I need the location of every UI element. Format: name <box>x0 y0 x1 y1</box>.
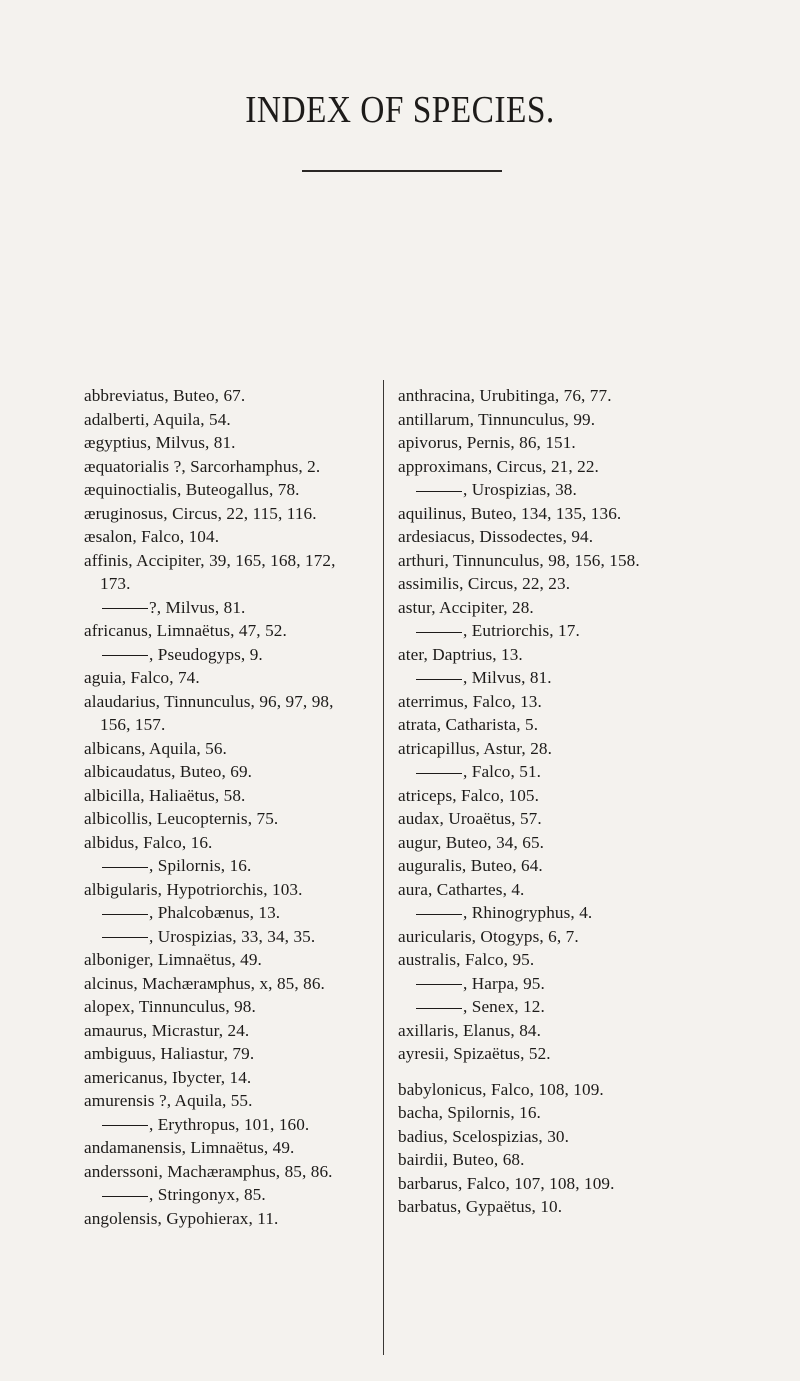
index-entry-text: abbreviatus, Buteo, 67. <box>84 386 246 405</box>
index-entry-text: albigularis, Hypotriorchis, 103. <box>84 879 303 899</box>
index-entry-text: , Falco, 51. <box>463 762 542 781</box>
index-entry <box>398 1101 778 1125</box>
index-entry <box>398 572 778 596</box>
index-entry <box>84 854 380 878</box>
index-entry <box>84 666 380 690</box>
index-entry <box>398 502 778 526</box>
index-entry <box>84 1160 380 1184</box>
index-entry <box>84 596 380 620</box>
index-entry <box>84 1207 380 1231</box>
index-entry-text: , Phalcobænus, 13. <box>149 903 281 922</box>
index-entry-text: babylonicus, Falco, 108, 109. <box>398 1079 604 1099</box>
index-entry-text: , Senex, 12. <box>463 997 545 1016</box>
index-column-right <box>398 384 778 1219</box>
index-entry <box>398 408 778 432</box>
title-rule <box>302 170 502 172</box>
index-entry-text: auguralis, Buteo, 64. <box>398 856 543 875</box>
ditto-dash <box>416 632 462 633</box>
index-entry <box>84 619 380 643</box>
index-entry-text: aterrimus, Falco, 13. <box>398 691 542 711</box>
index-entry <box>398 1125 778 1149</box>
index-entry <box>398 831 778 855</box>
index-entry-text: ater, Daptrius, 13. <box>398 644 523 664</box>
ditto-dash <box>416 491 462 492</box>
index-entry-text: alopex, Tinnunculus, 98. <box>84 997 256 1016</box>
index-entry-text: albicans, Aquila, 56. <box>84 738 227 758</box>
index-entry <box>84 502 380 526</box>
index-entry <box>398 1148 778 1172</box>
ditto-dash <box>102 608 148 609</box>
index-entry <box>398 666 778 690</box>
index-entry-text: anthracina, Urubitinga, 76, 77. <box>398 386 612 405</box>
ditto-dash <box>416 1008 462 1009</box>
index-entry-text: alcinus, Machærамphus, x, 85, 86. <box>84 973 325 993</box>
index-entry-text: ?, Milvus, 81. <box>149 597 246 617</box>
page-title: INDEX OF SPECIES. <box>245 89 555 131</box>
index-entry <box>398 1078 778 1102</box>
index-entry <box>398 878 778 902</box>
index-entry <box>398 807 778 831</box>
index-entry <box>84 713 380 737</box>
index-entry <box>398 1195 778 1219</box>
ditto-dash <box>102 937 148 938</box>
index-entry <box>398 643 778 667</box>
index-entry <box>84 478 380 502</box>
index-entry <box>398 972 778 996</box>
index-entry <box>398 549 778 573</box>
index-entry-text: atricapillus, Astur, 28. <box>398 738 552 758</box>
index-entry-text: atriceps, Falco, 105. <box>398 785 539 805</box>
index-entry-text: arthuri, Tinnunculus, 98, 156, 158. <box>398 550 640 570</box>
index-entry <box>84 784 380 808</box>
ditto-dash <box>416 984 462 985</box>
index-entry-text: , Milvus, 81. <box>463 668 552 687</box>
index-entry <box>84 1042 380 1066</box>
index-entry-text: audax, Uroaëtus, 57. <box>398 809 542 828</box>
index-entry-text: , Rhinogryphus, 4. <box>463 903 593 922</box>
index-entry <box>84 737 380 761</box>
index-entry-text: aguia, Falco, 74. <box>84 668 200 687</box>
index-entry-text: barbatus, Gypaëtus, 10. <box>398 1197 563 1216</box>
index-entry-text: ayresii, Spizaëtus, 52. <box>398 1044 551 1063</box>
index-entry-text: badius, Scelospizias, 30. <box>398 1126 570 1146</box>
index-entry <box>84 995 380 1019</box>
index-entry <box>84 901 380 925</box>
index-entry-text: astur, Accipiter, 28. <box>398 597 534 617</box>
index-entry <box>398 1042 778 1066</box>
index-entry-text: amurensis ?, Aquila, 55. <box>84 1091 253 1110</box>
index-entry <box>398 596 778 620</box>
index-entry-text: ardesiacus, Dissodectes, 94. <box>398 527 594 546</box>
index-entry <box>398 948 778 972</box>
ditto-dash <box>416 773 462 774</box>
index-entry <box>84 831 380 855</box>
index-entry <box>84 878 380 902</box>
index-entry-text: approximans, Circus, 21, 22. <box>398 456 599 476</box>
index-entry <box>398 431 778 455</box>
index-entry <box>84 384 380 408</box>
index-entry-text: aquilinus, Buteo, 134, 135, 136. <box>398 503 622 523</box>
index-entry <box>398 713 778 737</box>
index-entry-text: augur, Buteo, 34, 65. <box>398 832 545 852</box>
index-entry <box>398 760 778 784</box>
index-entry <box>84 1019 380 1043</box>
index-entry-text: axillaris, Elanus, 84. <box>398 1020 542 1040</box>
index-entry <box>84 972 380 996</box>
index-entry-text: andamanensis, Limnaëtus, 49. <box>84 1138 295 1157</box>
index-entry-text: ambiguus, Haliastur, 79. <box>84 1044 255 1063</box>
index-entry <box>398 455 778 479</box>
index-entry <box>398 1172 778 1196</box>
index-entry <box>84 431 380 455</box>
index-entry <box>84 455 380 479</box>
index-entry-text: australis, Falco, 95. <box>398 950 535 969</box>
index-entry-text: 156, 157. <box>100 715 166 734</box>
index-entry-text: albidus, Falco, 16. <box>84 832 213 852</box>
index-entry-text: , Urospizias, 38. <box>463 480 577 499</box>
index-entry <box>84 525 380 549</box>
index-entry <box>398 925 778 949</box>
index-entry-text: , Spilornis, 16. <box>149 856 252 875</box>
index-entry-text: bacha, Spilornis, 16. <box>398 1103 541 1122</box>
index-entry <box>398 1019 778 1043</box>
index-entry-text: , Eutriorchis, 17. <box>463 621 580 640</box>
index-entry-text: æsalon, Falco, 104. <box>84 527 220 546</box>
index-entry <box>84 643 380 667</box>
index-entry-text: anderssoni, Machærамphus, 85, 86. <box>84 1161 333 1181</box>
index-entry-text: ægyptius, Milvus, 81. <box>84 433 236 452</box>
index-entry <box>398 784 778 808</box>
index-entry-text: , Pseudogyps, 9. <box>149 644 263 664</box>
index-entry <box>84 408 380 432</box>
index-entry-text: affinis, Accipiter, 39, 165, 168, 172, <box>84 550 336 570</box>
index-entry-text: africanus, Limnaëtus, 47, 52. <box>84 621 287 640</box>
ditto-dash <box>102 655 148 656</box>
index-entry <box>398 619 778 643</box>
index-entry-text: barbarus, Falco, 107, 108, 109. <box>398 1173 615 1193</box>
index-entry <box>398 854 778 878</box>
index-entry-text: atrata, Catharista, 5. <box>398 715 539 734</box>
index-entry-text: aura, Cathartes, 4. <box>398 879 525 899</box>
ditto-dash <box>416 914 462 915</box>
index-entry <box>84 948 380 972</box>
index-entry-text: adalberti, Aquila, 54. <box>84 409 231 429</box>
index-entry-text: alboniger, Limnaëtus, 49. <box>84 950 262 969</box>
index-entry <box>398 525 778 549</box>
ditto-dash <box>416 679 462 680</box>
index-entry <box>84 1183 380 1207</box>
index-entry-text: albicaudatus, Buteo, 69. <box>84 762 253 781</box>
index-entry-text: bairdii, Buteo, 68. <box>398 1150 525 1169</box>
index-entry <box>398 478 778 502</box>
index-entry-text: apivorus, Pernis, 86, 151. <box>398 433 576 452</box>
index-entry <box>398 690 778 714</box>
index-entry-text: assimilis, Circus, 22, 23. <box>398 574 571 593</box>
index-entry-text: albicilla, Haliaëtus, 58. <box>84 785 246 805</box>
index-entry <box>84 1066 380 1090</box>
ditto-dash <box>102 867 148 868</box>
ditto-dash <box>102 914 148 915</box>
index-entry-text: americanus, Ibycter, 14. <box>84 1067 252 1087</box>
index-entry-text: angolensis, Gypohierax, 11. <box>84 1208 279 1228</box>
index-entry <box>84 549 380 573</box>
index-entry <box>84 690 380 714</box>
index-entry-text: auricularis, Otogyps, 6, 7. <box>398 926 579 946</box>
index-entry <box>84 925 380 949</box>
index-entry-text: 173. <box>100 574 131 593</box>
index-entry-text: , Urospizias, 33, 34, 35. <box>149 926 316 946</box>
index-entry <box>398 737 778 761</box>
index-entry <box>84 807 380 831</box>
section-gap <box>398 1066 778 1078</box>
index-entry <box>84 572 380 596</box>
index-entry-text: æquinoctialis, Buteogallus, 78. <box>84 480 300 499</box>
index-entry <box>398 995 778 1019</box>
index-entry <box>398 901 778 925</box>
index-entry <box>84 760 380 784</box>
index-entry <box>84 1089 380 1113</box>
index-entry-text: æquatorialis ?, Sarcorhamphus, 2. <box>84 456 321 476</box>
index-entry <box>84 1113 380 1137</box>
ditto-dash <box>102 1125 148 1126</box>
ditto-dash <box>102 1196 148 1197</box>
index-entry-text: antillarum, Tinnunculus, 99. <box>398 409 596 429</box>
index-entry-text: , Harpa, 95. <box>463 973 545 993</box>
index-entry-text: amaurus, Micrastur, 24. <box>84 1020 250 1040</box>
column-divider <box>383 380 384 1355</box>
index-entry <box>398 384 778 408</box>
index-entry-text: æruginosus, Circus, 22, 115, 116. <box>84 503 317 523</box>
index-entry-text: alaudarius, Tinnunculus, 96, 97, 98, <box>84 691 334 711</box>
index-entry-text: , Stringonyx, 85. <box>149 1185 266 1204</box>
index-entry <box>84 1136 380 1160</box>
index-entry-text: albicollis, Leucopternis, 75. <box>84 809 279 828</box>
index-entry-text: , Erythropus, 101, 160. <box>149 1114 310 1134</box>
index-column-left <box>84 384 380 1230</box>
